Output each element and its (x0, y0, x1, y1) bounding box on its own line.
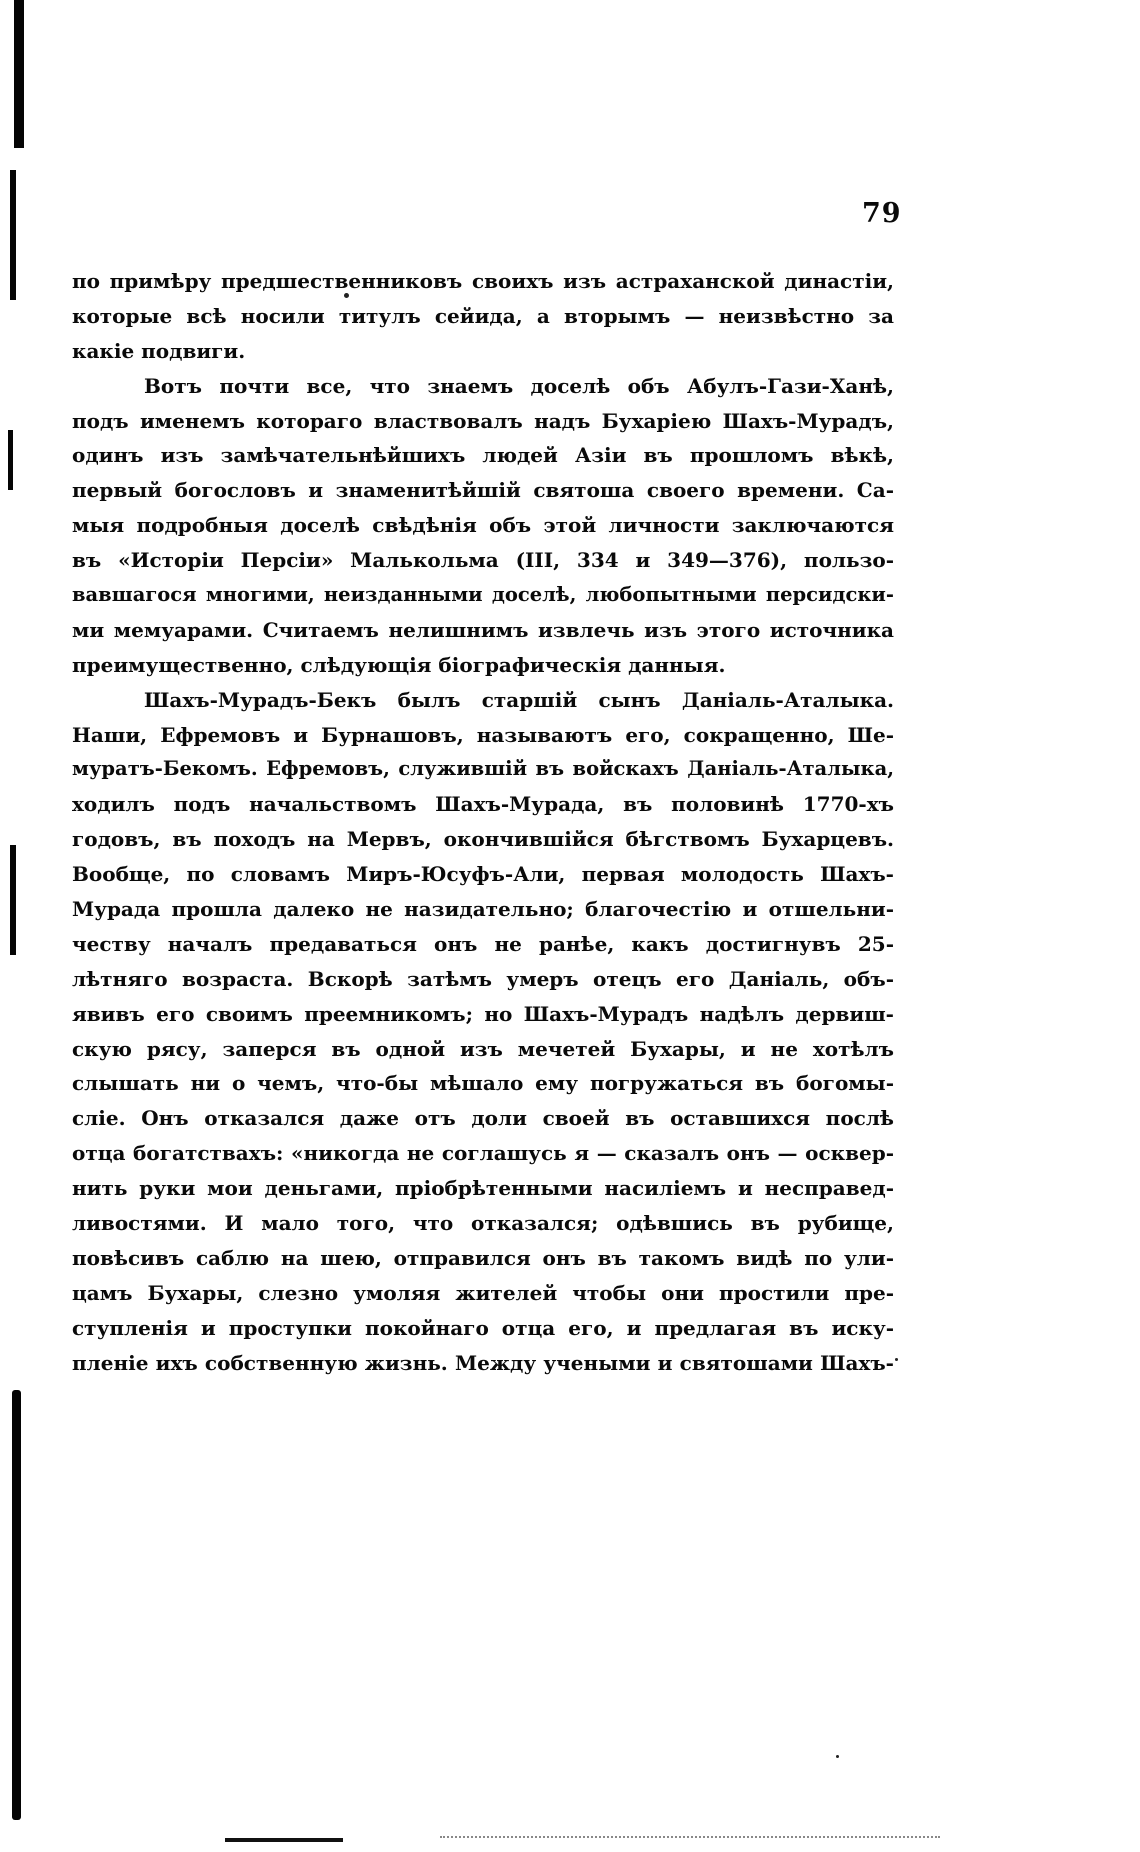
page-number: 79 (862, 198, 902, 229)
text-line: скую рясу, заперся въ одной изъ мечетей Бухары, и не хотѣлъ (72, 1036, 894, 1061)
text-line: отца богатствахъ: «никогда не соглашусь я — сказалъ онъ — осквер- (72, 1141, 894, 1166)
scan-speck (836, 1755, 839, 1758)
text-line: муратъ-Бекомъ. Ефремовъ, служившій въ войскахъ Даніаль-Аталыка, (72, 757, 894, 781)
text-line: Вотъ почти все, что знаемъ доселѣ объ Абулъ-Гази-Ханѣ, (144, 373, 894, 398)
scan-edge-mark (8, 430, 13, 490)
text-line: ступленія и проступки покойнаго отца его, и предлагая въ иску- (72, 1315, 894, 1340)
text-line: подъ именемъ котораго властвовалъ надъ Бухаріею Шахъ-Мурадъ, (72, 408, 894, 433)
text-line: сліе. Онъ отказался даже отъ доли своей въ оставшихся послѣ (72, 1106, 894, 1131)
bottom-rule (225, 1838, 343, 1842)
scan-edge-mark (10, 845, 16, 955)
text-line: повѣсивъ саблю на шею, отправился онъ въ такомъ видѣ по ули- (72, 1245, 894, 1270)
text-line: вавшагося многими, неизданными доселѣ, любопытными персидски- (72, 583, 894, 607)
text-line: Наши, Ефремовъ и Бурнашовъ, называютъ его, сокращенно, Ше- (72, 722, 894, 747)
scan-edge-mark (12, 1390, 21, 1820)
text-line: которые всѣ носили титулъ сейида, а вторымъ — неизвѣстно за (72, 303, 894, 328)
text-line: преимущественно, слѣдующія біографическія данныя. (72, 652, 726, 677)
scan-speck (895, 1358, 898, 1361)
bottom-scan-marks (440, 1836, 940, 1846)
text-line: цамъ Бухары, слезно умоляя жителей чтобы они простили пре- (72, 1280, 894, 1305)
text-line: мыя подробныя доселѣ свѣдѣнія объ этой личности заключаются (72, 513, 894, 538)
text-line: Шахъ-Мурадъ-Бекъ былъ старшій сынъ Даніаль-Аталыка. (144, 687, 894, 712)
text-line: честву началъ предаваться онъ не ранѣе, какъ достигнувъ 25- (72, 931, 894, 956)
body-text (72, 264, 894, 1381)
text-line: слышать ни о чемъ, что-бы мѣшало ему погружаться въ богомы- (72, 1071, 894, 1096)
text-line: явивъ его своимъ преемникомъ; но Шахъ-Мурадъ надѣлъ дервиш- (72, 1001, 894, 1026)
text-line: пленіе ихъ собственную жизнь. Между учеными и святошами Шахъ- (72, 1350, 894, 1375)
text-line: ми мемуарами. Считаемъ нелишнимъ извлечь изъ этого источника (72, 617, 894, 642)
text-line: первый богословъ и знаменитѣйшій святоша своего времени. Са- (72, 478, 894, 503)
scan-edge-mark (14, 0, 24, 148)
text-line: годовъ, въ походъ на Мервъ, окончившійся бѣгствомъ Бухарцевъ. (72, 827, 894, 852)
text-line: въ «Исторіи Персіи» Малькольма (III, 334 и 349—376), пользо- (72, 548, 894, 573)
scan-edge-mark (10, 170, 16, 300)
text-line: по примѣру предшественниковъ своихъ изъ астраханской династіи, (72, 269, 894, 293)
text-line: Вообще, по словамъ Миръ-Юсуфъ-Али, первая молодость Шахъ- (72, 862, 894, 887)
text-line: ливостями. И мало того, что отказался; одѣвшись въ рубище, (72, 1211, 894, 1236)
text-line: какіе подвиги. (72, 338, 246, 363)
text-line: Мурада прошла далеко не назидательно; благочестію и отшельни- (72, 897, 894, 922)
text-line: нить руки мои деньгами, пріобрѣтенными насиліемъ и несправед- (72, 1176, 894, 1201)
text-line: ходилъ подъ начальствомъ Шахъ-Мурада, въ половинѣ 1770-хъ (72, 792, 894, 817)
text-line: лѣтняго возраста. Вскорѣ затѣмъ умеръ отецъ его Даніаль, объ- (72, 966, 894, 991)
text-line: одинъ изъ замѣчательнѣйшихъ людей Азіи въ прошломъ вѣкѣ, (72, 443, 894, 468)
